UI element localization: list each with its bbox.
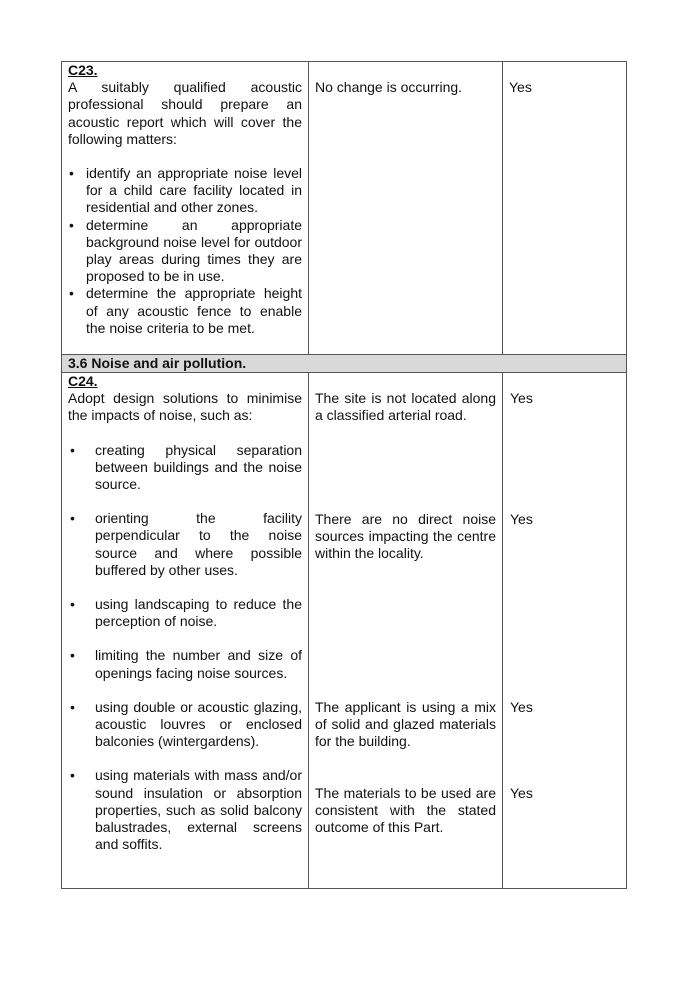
compliance-value: Yes (510, 390, 533, 406)
response-text: No change is occurring. (315, 79, 463, 95)
list-item: • using double or acoustic glazing, acoustic louvres or enclosed balconies (wintergardens). (68, 699, 302, 751)
response-text: There are no direct noise sources impacting the centre within the locality. (315, 511, 496, 562)
clause-code: C24. (68, 373, 98, 389)
clause-lead: A suitably qualified acoustic professional should prepare an acoustic report which will cover the following matters: (68, 79, 302, 147)
section-heading-row (62, 355, 627, 373)
response-text: The site is not located along a classified arterial road. (315, 390, 496, 424)
compliance-table (61, 61, 627, 889)
compliance-value: Yes (510, 511, 533, 527)
list-item: • orienting the facility perpendicular to the noise source and where possible buffered by other uses. (68, 510, 302, 579)
response-text: The materials to be used are consistent with the stated outcome of this Part. (315, 785, 496, 836)
compliance-cell (503, 62, 627, 355)
clause-bullets (68, 442, 302, 854)
list-item: • determine an appropriate background noise level for outdoor play areas during times they are proposed to be in use. (68, 217, 302, 286)
compliance-cell (503, 373, 627, 889)
response-text: The applicant is using a mix of solid and glazed materials for the building. (315, 699, 496, 750)
requirement-cell (62, 62, 309, 355)
table-row-c23 (62, 62, 627, 355)
list-item: • using landscaping to reduce the perception of noise. (68, 596, 302, 630)
section-heading: 3.6 Noise and air pollution. (62, 355, 627, 373)
compliance-value: Yes (509, 79, 532, 95)
clause-code: C23. (68, 62, 98, 78)
response-cell (309, 373, 503, 889)
list-item: • using materials with mass and/or sound insulation or absorption properties, such as solid balcony balustrades, external screens and soffits. (68, 767, 302, 853)
requirement-cell (62, 373, 309, 889)
response-cell (309, 62, 503, 355)
list-item: • limiting the number and size of openings facing noise sources. (68, 647, 302, 681)
clause-bullets (68, 165, 302, 337)
clause-lead: Adopt design solutions to minimise the impacts of noise, such as: (68, 390, 302, 424)
list-item: • determine the appropriate height of any acoustic fence to enable the noise criteria to be met. (68, 285, 302, 337)
list-item: • identify an appropriate noise level for a child care facility located in residential and other zones. (68, 165, 302, 217)
compliance-value: Yes (510, 699, 533, 715)
table-row-c24 (62, 373, 627, 889)
list-item: • creating physical separation between buildings and the noise source. (68, 442, 302, 494)
compliance-value: Yes (510, 785, 533, 801)
